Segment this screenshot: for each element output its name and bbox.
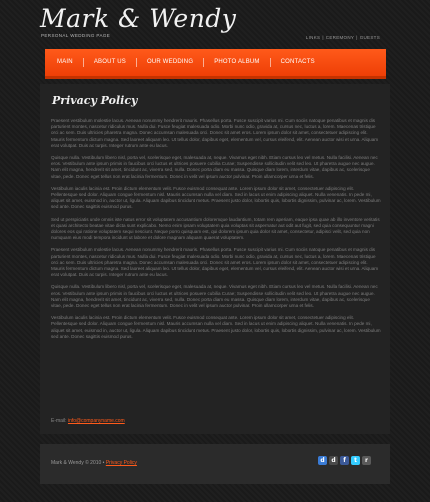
social-icons [318, 456, 371, 465]
copyright [51, 460, 137, 466]
privacy-policy-link[interactable]: Privacy Policy [105, 460, 137, 466]
top-link-ceremony[interactable]: CEREMONY [325, 35, 355, 40]
nav-item-main[interactable]: MAIN [57, 59, 73, 65]
email-link[interactable]: info@companyname.com [67, 418, 125, 424]
top-link-guests[interactable]: GUESTS [359, 35, 380, 40]
site-logo[interactable]: Mark & Wendy [40, 4, 237, 33]
policy-paragraph: Vestibulum iaculis lacinia est. Proin dictum elementum velit. Fusce euismod consequat ante. Lorem ipsum dolor sit amet, consectetuer adipiscing elit. Pellentesque sed dolor. Aliquam congue fermentum nisl. Mauris accumsan nulla vel diam. Sed in lacus ut enim adipiscing aliquet. Nulla venenatis. In pede mi, aliquet sit amet, euismod in, auctor ut, ligula. Aliquam dapibus tincidunt metus. Praesent justo dolor, lobortis quis, lobortis dignissim, pulvinar ac, lorem. Vestibulum sed ante. Donec sagittis euismod purus. [51, 315, 381, 339]
delicious-icon[interactable]: d [318, 456, 327, 465]
rss-icon[interactable]: r [362, 456, 371, 465]
nav-item-contacts[interactable]: CONTACTS [280, 59, 315, 65]
top-links: LINKS | CEREMONY | GUESTS [305, 35, 380, 40]
copyright-text: Mark & Wendy © 2010 • [51, 460, 105, 466]
nav-item-our-wedding[interactable]: OUR WEDDING [146, 59, 194, 65]
facebook-icon[interactable]: f [340, 456, 349, 465]
page-title: Privacy Policy [52, 94, 138, 107]
policy-paragraph: Vestibulum iaculis lacinia est. Proin dictum elementum velit. Fusce euismod consequat ante. Lorem ipsum dolor sit amet, consectetuer adipiscing elit. Pellentesque sed dolor. Aliquam congue fermentum nisl. Mauris accumsan nulla vel diam. Sed in lacus ut enim adipiscing aliquet. Nulla venenatis. In pede mi, aliquet sit amet, euismod in, auctor ut, ligula. Aliquam dapibus tincidunt metus. Praesent justo dolor, lobortis quis, lobortis dignissim, pulvinar ac, lorem. Vestibulum sed ante. Donec sagittis euismod purus. [51, 185, 381, 210]
email-line [51, 418, 125, 424]
policy-paragraph: Quisque nulla. Vestibulum libero nisl, porta vel, scelerisque eget, malesuada at, neque. Vivamus eget nibh. Etiam cursus leo vel metus. Nulla facilisi. Aenean nec eros. Vestibulum ante ipsum primis in faucibus orci luctus et ultrices posuere cubilia Curae; Suspendisse sollicitudin velit sed leo. Ut pharetra augue nec augue. Nam elit magna, hendrerit sit amet, tincidunt ac, viverra sed, nulla. Donec porta diam eu massa. Quisque diam lorem, interdum vitae, dapibus ac, scelerisque vitae, pede. Donec eget tellus non erat lacinia fermentum. Donec in velit vel ipsum auctor pulvinar. Proin ullamcorper urna et felis. [51, 155, 378, 179]
policy-paragraph: Sed ut perspiciatis unde omnis iste natus error sit voluptatem accusantium doloremque laudantium, totam rem aperiam, eaque ipsa quae ab illo inventore veritatis et quasi architecto beatae vitae dicta sunt explicabo. Nemo enim ipsam voluptatem quia voluptas sit aspernatur aut odit aut fugit, sed quia consequuntur magni dolores eos qui ratione voluptatem sequi nesciunt. Neque porro quisquam est, qui dolorem ipsum quia dolor sit amet, consectetur, adipisci velit, sed quia non numquam eius modi tempora incidunt ut labore et dolore magnam aliquam quaerat voluptatem. [51, 216, 380, 241]
policy-text [51, 118, 381, 346]
email-label: E-mail: [51, 418, 67, 424]
twitter-icon[interactable]: t [351, 456, 360, 465]
main-nav [45, 49, 386, 76]
policy-paragraph: Praesent vestibulum molestie lacus. Aenean nonummy hendrerit mauris. Phasellus porta. Fusce suscipit varius mi. Cum sociis natoque penatibus et magnis dis parturient montes, nascetur ridiculus mus. Nulla dui. Fusce feugiat malesuada odio. Morbi nunc odio, gravida at, cursus nec, luctus a, lorem. Maecenas tristique orci ac sem. Duis ultricies pharetra magna. Donec accumsan malesuada orci. Donec sit amet eros. Lorem ipsum dolor sit amet, consectetuer adipiscing elit. Mauris fermentum dictum magna. Sed laoreet aliquam leo. Ut tellus dolor, dapibus eget, elementum vel, cursus eleifend, elit. Aenean auctor wisi et urna. Aliquam erat volutpat. Duis ac turpis. Integer rutrum ante eu lacus. [51, 247, 379, 278]
policy-paragraph: Praesent vestibulum molestie lacus. Aenean nonummy hendrerit mauris. Phasellus porta. Fusce suscipit varius mi. Cum sociis natoque penatibus et magnis dis parturient montes, nascetur ridiculus mus. Nulla dui. Fusce feugiat malesuada odio. Morbi nunc odio, gravida at, cursus nec, luctus a, lorem. Maecenas tristique orci ac sem. Duis ultricies pharetra magna. Donec accumsan malesuada orci. Donec sit amet eros. Lorem ipsum dolor sit amet, consectetuer adipiscing elit. Mauris fermentum dictum magna. Sed laoreet aliquam leo. Ut tellus dolor, dapibus eget, elementum vel, cursus eleifend, elit. Aenean auctor wisi et urna. Aliquam erat volutpat. Duis ac turpis. Integer rutrum ante eu lacus. [51, 118, 379, 148]
nav-item-about-us[interactable]: ABOUT US [93, 59, 126, 65]
site-header [0, 0, 430, 45]
top-link-links[interactable]: LINKS [305, 35, 321, 40]
digg-icon[interactable]: d [329, 456, 338, 465]
site-tagline: PERSONAL WEDDING PAGE [41, 33, 111, 38]
policy-paragraph: Quisque nulla. Vestibulum libero nisl, porta vel, scelerisque eget, malesuada at, neque. Vivamus eget nibh. Etiam cursus leo vel metus. Nulla facilisi. Aenean nec eros. Vestibulum ante ipsum primis in faucibus orci luctus et ultrices posuere cubilia Curae; Suspendisse sollicitudin velit sed leo. Ut pharetra augue nec augue. Nam elit magna, hendrerit sit amet, tincidunt ac, viverra sed, nulla. Donec porta diam eu massa. Quisque diam lorem, interdum vitae, dapibus ac, scelerisque vitae, pede. Donec eget tellus non erat lacinia fermentum. Donec in velit vel ipsum auctor pulvinar. Proin ullamcorper urna et felis. [51, 284, 378, 309]
nav-item-photo-album[interactable]: PHOTO ALBUM [214, 59, 260, 65]
